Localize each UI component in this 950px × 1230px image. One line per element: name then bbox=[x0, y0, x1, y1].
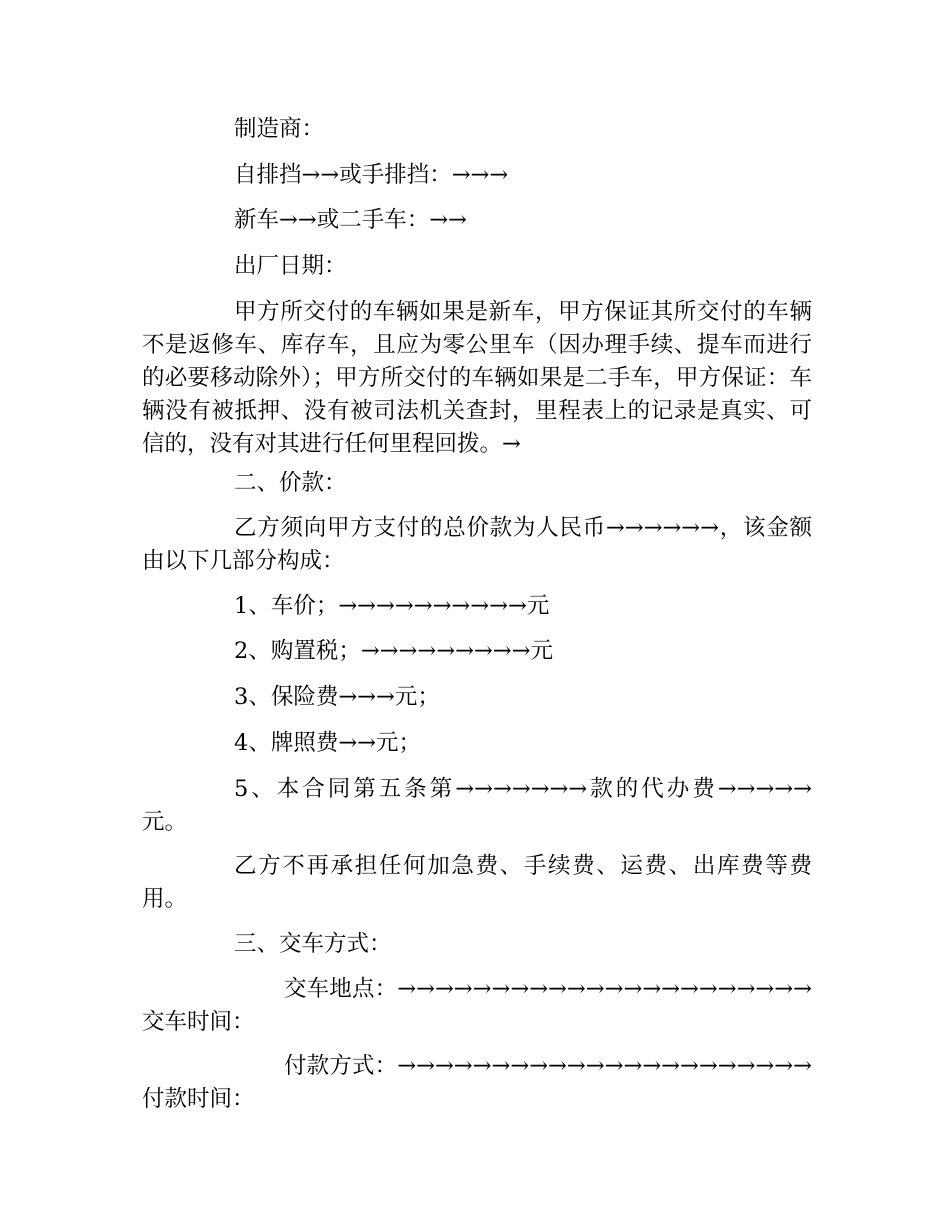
price-section-heading: 二、价款： bbox=[234, 470, 347, 496]
warranty-paragraph: 甲方所交付的车辆如果是新车，甲方保证其所交付的车辆不是返修车、库存车，且应为零公里车（因办理手续、提车而进行的必要移动除外）；甲方所交付的车辆如果是二手车，甲方保证：车辆没有被抵押、没有被司法机关查封，里程表上的记录是真实、可信的，没有对其进行任何里程回拨。→ bbox=[142, 299, 812, 457]
manufacturer-line: 制造商： bbox=[234, 116, 325, 142]
price-item-2: 2、购置税；→→→→→→→→→元 bbox=[234, 638, 553, 664]
new-or-used-line: 新车→→或二手车：→→ bbox=[234, 207, 467, 233]
no-extra-fees-paragraph: 乙方不再承担任何加急费、手续费、运费、出库费等费用。 bbox=[142, 853, 812, 912]
price-item-3: 3、保险费→→→元； bbox=[234, 684, 440, 710]
price-item-5: 5、本合同第五条第→→→→→→→款的代办费→→→→→元。 bbox=[142, 776, 812, 835]
price-item-1: 1、车价；→→→→→→→→→→元 bbox=[234, 593, 550, 619]
price-intro-paragraph: 乙方须向甲方支付的总价款为人民币→→→→→→，该金额由以下几部分构成： bbox=[142, 515, 812, 574]
transmission-line: 自排挡→→或手排挡：→→→ bbox=[234, 162, 509, 188]
delivery-location-line: 交车地点：→→→→→→→→→→→→→→→→→→→→→→交车时间： bbox=[142, 976, 812, 1035]
delivery-section-heading: 三、交车方式： bbox=[234, 931, 392, 957]
price-item-4: 4、牌照费→→元； bbox=[234, 730, 422, 756]
production-date-line: 出厂日期： bbox=[234, 253, 347, 279]
payment-method-line: 付款方式：→→→→→→→→→→→→→→→→→→→→→→付款时间： bbox=[142, 1053, 812, 1112]
